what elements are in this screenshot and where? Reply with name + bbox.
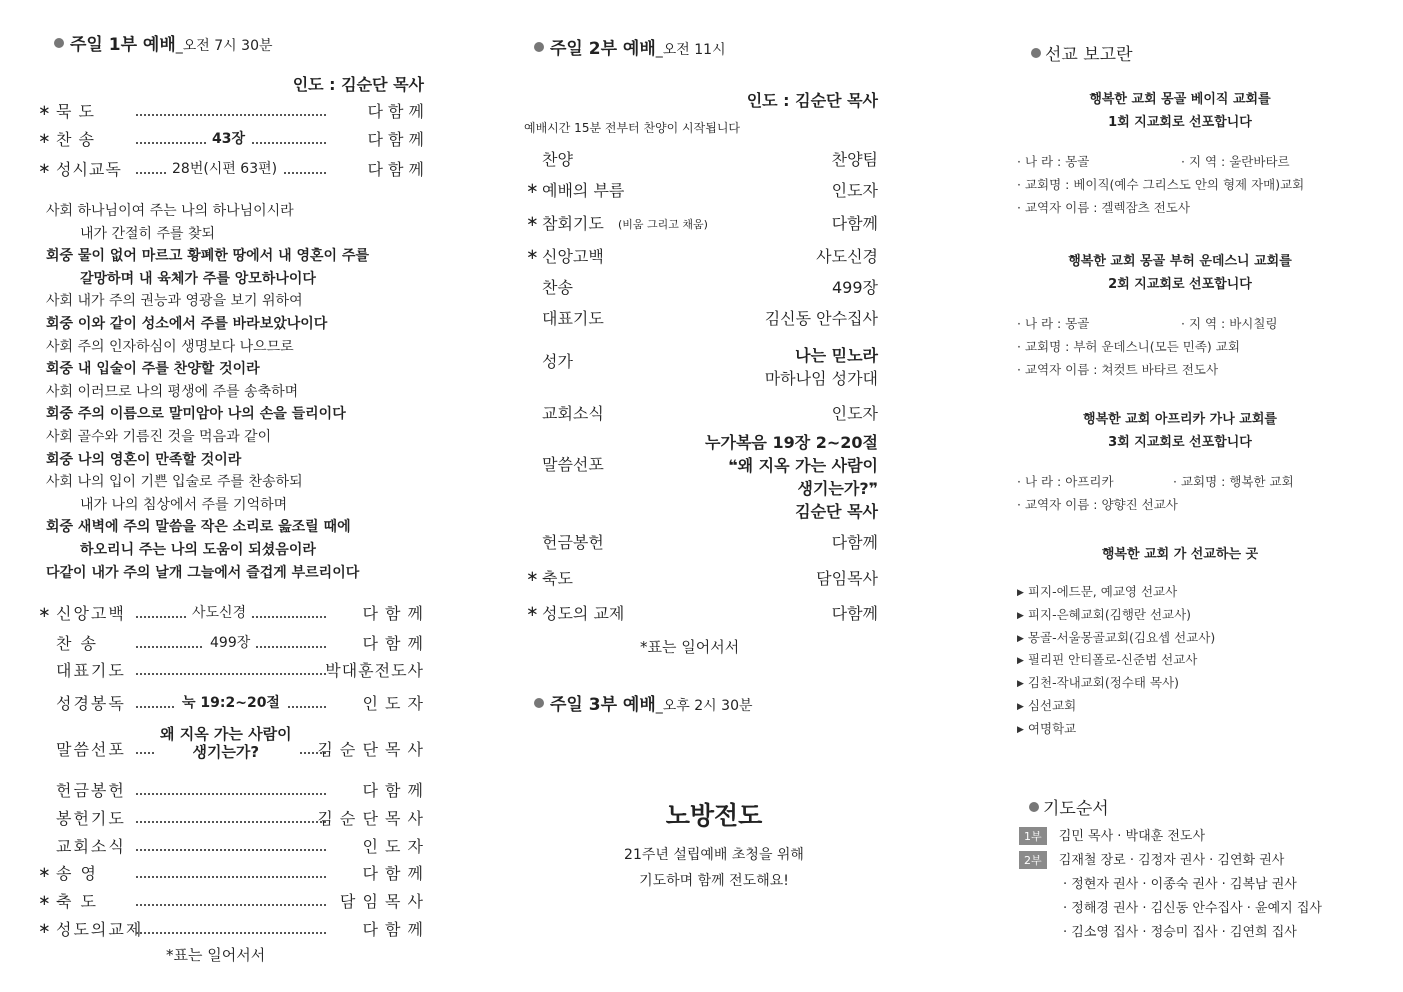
places-title: 행복한 교회 가 선교하는 곳 bbox=[1101, 547, 1259, 562]
missions-title-text: 선교 보고란 bbox=[1045, 45, 1133, 65]
service1-order_top-person: 다 함 께 bbox=[367, 160, 424, 179]
litany-line: 사회 나의 입이 기쁜 입술로 주를 찬송하되 bbox=[46, 474, 303, 491]
service2-standing-note: *표는 일어서서 bbox=[640, 638, 740, 656]
service2-order-item-note: (비움 그리고 채움) bbox=[618, 218, 708, 231]
mission-place-item bbox=[1017, 719, 1076, 737]
service2-order-person: 김순단 목사 bbox=[795, 502, 878, 521]
service3-headline: 노방전도 bbox=[665, 801, 763, 830]
bullet-dot-icon bbox=[1029, 802, 1039, 812]
mission-line: · 교역자 이름 : 겔렉잠츠 전도사 bbox=[1017, 200, 1190, 215]
service3-time: _오후 2시 30분 bbox=[655, 698, 753, 714]
litany-line: 회중 나의 영혼이 만족할 것이라 bbox=[46, 451, 242, 468]
mission-place-item bbox=[1017, 650, 1197, 668]
prayer-title bbox=[1029, 794, 1109, 819]
mission-line: · 교회명 : 베이직(예수 그리스도 안의 형제 자매)교회 bbox=[1017, 177, 1305, 192]
triangle-bullet-icon: ▶ bbox=[1017, 702, 1024, 712]
prayer-names: · 김소영 집사 · 정승미 집사 · 김연희 집사 bbox=[1063, 925, 1297, 940]
required-stand-icon: ∗ bbox=[38, 891, 51, 909]
required-stand-icon: ∗ bbox=[526, 567, 539, 585]
litany-line: 회중 이와 같이 성소에서 주를 바라보았나이다 bbox=[46, 316, 328, 332]
service2-time: _오전 11시 bbox=[655, 42, 726, 58]
service2-order-item: 말씀선포 bbox=[542, 455, 604, 474]
litany-line: 회중 내 입술이 주를 찬양할 것이라 bbox=[46, 361, 260, 378]
required-stand-icon: ∗ bbox=[38, 603, 51, 621]
mission-place-item bbox=[1017, 673, 1179, 691]
litany-line: 갈망하며 내 육체가 주를 앙모하나이다 bbox=[80, 270, 316, 287]
required-stand-icon: ∗ bbox=[526, 245, 539, 263]
service1-order-bottom-row bbox=[36, 806, 430, 836]
required-stand-icon: ∗ bbox=[38, 863, 51, 881]
dotted-leader bbox=[136, 673, 326, 675]
dotted-leader bbox=[136, 932, 326, 934]
mission-place-text: 여명학교 bbox=[1027, 720, 1077, 736]
triangle-bullet-icon: ▶ bbox=[1017, 610, 1024, 621]
service2-notice: 예배시간 15분 전부터 찬양이 시작됩니다 bbox=[524, 121, 741, 135]
service1-order_top-person: 다 함 께 bbox=[367, 130, 424, 149]
prayer-names: 김민 목사 · 박대훈 전도사 bbox=[1058, 829, 1206, 844]
dotted-leader bbox=[136, 793, 326, 795]
service2-order-person: 인도자 bbox=[831, 404, 878, 423]
litany-line: 회중 물이 없어 마르고 황폐한 땅에서 내 영혼이 주를 bbox=[46, 248, 369, 265]
mission-place-item bbox=[1017, 605, 1191, 623]
service3-line2: 기도하며 함께 전도해요! bbox=[639, 873, 789, 889]
service1-order-detail: 눅 19:2~20절 bbox=[176, 692, 286, 712]
service2-order-person: 생기는가?❞ bbox=[797, 479, 878, 498]
service1-order_top-row bbox=[36, 127, 430, 157]
service2-order-item: 대표기도 bbox=[542, 309, 604, 328]
service2-order-item: 성가 bbox=[542, 352, 573, 371]
service1-order-bottom-row bbox=[36, 889, 430, 919]
litany-line: 내가 간절히 주를 찾되 bbox=[80, 225, 216, 242]
mission-line: · 교회명 : 부허 운데스니(모든 민족) 교회 bbox=[1017, 339, 1240, 354]
dotted-leader bbox=[136, 904, 326, 906]
service1-order-person: 다 함 께 bbox=[362, 864, 424, 883]
required-stand-icon: ∗ bbox=[38, 919, 51, 937]
mission-line: · 교역자 이름 : 양향진 선교사 bbox=[1017, 497, 1178, 512]
bullet-dot-icon bbox=[534, 698, 544, 708]
service1-title bbox=[54, 30, 273, 55]
service2-leader: 인도 : 김순단 목사 bbox=[746, 91, 878, 110]
mission-place-text: 피지-은혜교회(김행란 선교사) bbox=[1027, 606, 1192, 622]
service2-order-person: 담임목사 bbox=[816, 569, 878, 588]
litany-line: 다같이 내가 주의 날개 그늘에서 즐겁게 부르리이다 bbox=[46, 564, 360, 581]
litany-line: 사회 주의 인자하심이 생명보다 나으므로 bbox=[46, 338, 294, 355]
service1-order-item: 성도의교제 bbox=[56, 920, 144, 939]
required-stand-icon: ∗ bbox=[38, 129, 51, 147]
service1-order-item: 성경봉독 bbox=[56, 694, 126, 713]
service1-order_top-item: 성시교독 bbox=[56, 160, 122, 179]
service1-order-person: 다 함 께 bbox=[362, 604, 424, 623]
service-tag-badge: 2부 bbox=[1019, 851, 1047, 869]
service3-title bbox=[534, 690, 753, 715]
mission-block-heading: 행복한 교회 몽골 부허 운데스니 교회를 bbox=[1068, 254, 1292, 269]
dotted-leader bbox=[136, 876, 326, 878]
service2-order-person: 나는 믿노라 bbox=[795, 346, 878, 365]
service2-order-person: ❝왜 지옥 가는 사람이 bbox=[728, 456, 878, 475]
mission-place-item bbox=[1017, 582, 1177, 600]
bullet-dot-icon bbox=[1031, 48, 1041, 58]
mission-block-heading: 행복한 교회 몽골 베이직 교회를 bbox=[1089, 92, 1271, 107]
service2-title bbox=[534, 34, 726, 59]
service1-order-detail: 사도신경 bbox=[186, 602, 252, 622]
prayer-row bbox=[1019, 825, 1205, 845]
service1-title-text: 주일 1부 예배 bbox=[70, 35, 176, 55]
prayer-row bbox=[1019, 849, 1284, 869]
mission-place-item bbox=[1017, 696, 1076, 714]
service1-order-person: 담 임 목 사 bbox=[339, 892, 424, 911]
service1-order-bottom-row bbox=[36, 778, 430, 808]
service1-order-bottom-row bbox=[36, 658, 430, 688]
bullet-dot-icon bbox=[534, 42, 544, 52]
service1-order-item: 대표기도 bbox=[56, 661, 126, 680]
mission-block-subheading: 3회 지교회로 선포합니다 bbox=[1108, 435, 1252, 450]
prayer-names: · 정해경 권사 · 김신동 안수집사 · 윤예지 집사 bbox=[1063, 901, 1322, 916]
prayer-names: · 정현자 권사 · 이종숙 권사 · 김복남 권사 bbox=[1063, 877, 1297, 892]
service1-order_top-row bbox=[36, 99, 430, 129]
required-stand-icon: ∗ bbox=[38, 159, 51, 177]
service1-time: _오전 7시 30분 bbox=[175, 38, 273, 54]
required-stand-icon: ∗ bbox=[526, 602, 539, 620]
mission-line: · 교역자 이름 : 쳐컷트 바타르 전도사 bbox=[1017, 362, 1219, 377]
service3-title-text: 주일 3부 예배 bbox=[550, 695, 656, 715]
service1-order-item: 찬 송 bbox=[56, 634, 98, 653]
prayer-row bbox=[1063, 897, 1322, 916]
mission-place-text: 심선교회 bbox=[1027, 698, 1077, 713]
service2-order-person: 다함께 bbox=[831, 604, 878, 623]
service1-order_top-row bbox=[36, 157, 430, 187]
mission-line: · 지 역 : 울란바타르 bbox=[1181, 154, 1290, 169]
service1-order_top-person: 다 함 께 bbox=[367, 102, 424, 121]
service1-order-person: 다 함 께 bbox=[362, 920, 424, 939]
service1-order-item: 말씀선포 bbox=[56, 740, 126, 759]
service1-order-detail: 28번(시편 63편) bbox=[166, 158, 283, 178]
missions-title bbox=[1031, 40, 1133, 65]
required-stand-icon: ∗ bbox=[526, 212, 539, 230]
service1-order-item: 헌금봉헌 bbox=[56, 781, 126, 800]
service1-standing-note: *표는 일어서서 bbox=[166, 946, 266, 964]
service1-order-person: 다 함 께 bbox=[362, 634, 424, 653]
service1-order-bottom-row bbox=[36, 861, 430, 891]
litany-line: 사회 내가 주의 권능과 영광을 보기 위하여 bbox=[46, 293, 303, 310]
service2-order-item: 성도의 교제 bbox=[542, 604, 625, 623]
triangle-bullet-icon: ▶ bbox=[1017, 633, 1024, 644]
litany-line: 하오리니 주는 나의 도움이 되셨음이라 bbox=[80, 542, 316, 558]
litany-line: 회중 새벽에 주의 말씀을 작은 소리로 읊조릴 때에 bbox=[46, 519, 351, 536]
triangle-bullet-icon: ▶ bbox=[1017, 679, 1024, 690]
service2-order-person: 사도신경 bbox=[816, 247, 878, 266]
service1-order-bottom-row bbox=[36, 917, 430, 947]
prayer-row bbox=[1063, 921, 1297, 940]
service2-order-person: 김신동 안수집사 bbox=[764, 309, 878, 328]
service2-order-item: 찬송 bbox=[542, 278, 573, 297]
mission-line: · 나 라 : 몽골 bbox=[1017, 154, 1090, 169]
service2-order-item: 헌금봉헌 bbox=[542, 533, 604, 552]
prayer-names: 김재철 장로 · 김정자 권사 · 김연화 권사 bbox=[1058, 853, 1285, 868]
service1-order-item: 교회소식 bbox=[56, 837, 126, 856]
dotted-leader bbox=[136, 849, 326, 851]
required-stand-icon: ∗ bbox=[526, 179, 539, 197]
service2-order-item: 신앙고백 bbox=[542, 247, 604, 266]
service1-order-bottom-row bbox=[36, 601, 430, 631]
mission-place-item bbox=[1017, 628, 1215, 646]
service2-order-person: 인도자 bbox=[831, 181, 878, 200]
service2-order-item: 교회소식 bbox=[542, 404, 604, 423]
service2-order-item: 참회기도 bbox=[542, 214, 604, 233]
litany-line: 회중 주의 이름으로 말미암아 나의 손을 들리이다 bbox=[46, 406, 346, 423]
service1-order-item: 신앙고백 bbox=[56, 604, 126, 623]
service1-order-detail: 왜 지옥 가는 사람이 생기는가? bbox=[154, 725, 298, 761]
service-tag-badge: 1부 bbox=[1019, 827, 1047, 845]
service1-order-person: 김 순 단 목 사 bbox=[317, 809, 424, 828]
service1-order-person: 인 도 자 bbox=[362, 837, 424, 856]
service2-order-person: 찬양팀 bbox=[831, 150, 878, 169]
service1-order-item: 송 영 bbox=[56, 864, 98, 883]
mission-line: · 지 역 : 바시칠링 bbox=[1181, 316, 1278, 331]
mission-line: · 나 라 : 몽골 bbox=[1017, 316, 1090, 331]
service2-order-person: 499장 bbox=[832, 278, 878, 297]
mission-line: · 나 라 : 아프리카 bbox=[1017, 474, 1114, 489]
service2-order-person: 다함께 bbox=[831, 533, 878, 552]
mission-block-subheading: 2회 지교회로 선포합니다 bbox=[1108, 277, 1252, 292]
service1-leader: 인도 : 김순단 목사 bbox=[292, 75, 424, 94]
service1-order-item: 봉헌기도 bbox=[56, 809, 126, 828]
service2-order-item: 찬양 bbox=[542, 150, 573, 169]
service2-order-item: 축도 bbox=[542, 569, 573, 588]
litany-line: 사회 이러므로 나의 평생에 주를 송축하며 bbox=[46, 383, 299, 400]
required-stand-icon: ∗ bbox=[38, 101, 51, 119]
service1-order-person: 박대훈전도사 bbox=[325, 661, 424, 680]
mission-place-text: 피지-에드문, 예교영 선교사 bbox=[1027, 584, 1178, 599]
service1-order_top-item: 찬 송 bbox=[56, 130, 95, 149]
mission-block-heading: 행복한 교회 아프리카 가나 교회를 bbox=[1083, 412, 1277, 427]
mission-block-subheading: 1회 지교회로 선포합니다 bbox=[1108, 115, 1252, 130]
service2-order-person: 다함께 bbox=[831, 214, 878, 233]
service1-order-bottom-row bbox=[36, 725, 430, 767]
bullet-dot-icon bbox=[54, 38, 64, 48]
service2-order-person: 마하나임 성가대 bbox=[764, 369, 878, 388]
service2-order-item: 예배의 부름 bbox=[542, 181, 625, 200]
service1-order_top-item: 묵 도 bbox=[56, 102, 95, 121]
service1-order-bottom-row bbox=[36, 834, 430, 864]
mission-place-text: 필리핀 안티폴로-신준범 선교사 bbox=[1027, 652, 1198, 668]
dotted-leader bbox=[136, 114, 326, 116]
triangle-bullet-icon: ▶ bbox=[1017, 656, 1024, 667]
triangle-bullet-icon: ▶ bbox=[1017, 588, 1024, 598]
service1-order-person: 인 도 자 bbox=[362, 694, 424, 713]
prayer-row bbox=[1063, 873, 1297, 892]
service1-order-detail: 499장 bbox=[204, 632, 256, 652]
litany-line: 내가 나의 침상에서 주를 기억하며 bbox=[80, 496, 288, 513]
litany-line: 사회 골수와 기름진 것을 먹음과 같이 bbox=[46, 429, 272, 445]
triangle-bullet-icon: ▶ bbox=[1017, 724, 1024, 735]
service1-order-detail: 43장 bbox=[206, 128, 251, 148]
mission-line: · 교회명 : 행복한 교회 bbox=[1173, 474, 1294, 489]
service1-order-person: 김 순 단 목 사 bbox=[317, 740, 424, 759]
service1-order-bottom-row bbox=[36, 691, 430, 721]
service2-title-text: 주일 2부 예배 bbox=[550, 39, 656, 59]
mission-place-text: 김천-작내교회(정수태 목사) bbox=[1027, 675, 1179, 691]
service1-order-person: 다 함 께 bbox=[362, 781, 424, 800]
mission-place-text: 몽골-서울몽골교회(김요셉 선교사) bbox=[1027, 629, 1216, 645]
service2-order-person: 누가복음 19장 2~20절 bbox=[705, 433, 878, 452]
litany-line: 사회 하나님이여 주는 나의 하나님이시라 bbox=[46, 203, 294, 219]
service1-order-bottom-row bbox=[36, 631, 430, 661]
dotted-leader bbox=[136, 821, 326, 823]
prayer-title-text: 기도순서 bbox=[1043, 799, 1109, 819]
service1-order-item: 축 도 bbox=[56, 892, 98, 911]
service3-line1: 21주년 설립예배 초청을 위해 bbox=[624, 847, 804, 863]
